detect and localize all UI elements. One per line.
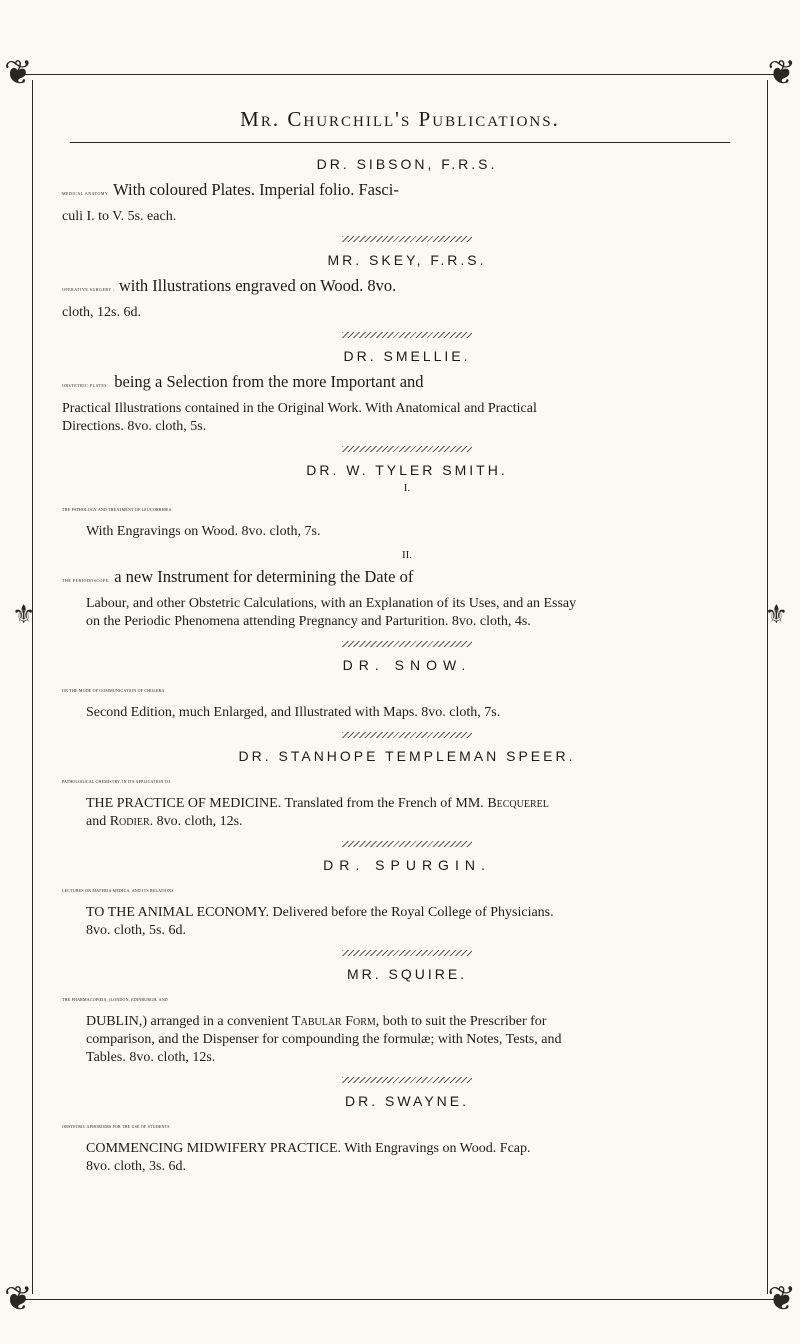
author-name: DR. SMELLIE. [343,348,471,364]
book-title: MEDICAL ANATOMY. [62,191,110,196]
book-details: COMMENCING MIDWIFERY PRACTICE. With Engravings on Wood. Fcap. [86,1141,531,1156]
bottom-border-rule [22,1299,778,1300]
corner-ornament-icon: ❦ [767,1279,796,1319]
top-border-rule [22,74,778,75]
details-text: both to suit the Prescriber for [379,1014,547,1029]
book-title-line [62,368,752,400]
book-description: being a Selection from the more Important and [110,372,424,391]
book-details: Tables. 8vo. cloth, 12s. [86,1050,216,1065]
list-item [62,252,752,322]
book-details: Directions. 8vo. cloth, 5s. [62,419,207,434]
book-title: OBSTETRIC PLATES : [62,383,111,388]
author-name: DR. SIBSON, F.R.S. [316,156,498,172]
side-ornament-icon: ⚜ [764,600,788,630]
book-details: comparison, and the Dispenser for compounding the formulæ; with Notes, Tests, and [86,1032,562,1047]
running-head: Mr. Churchill's Publications. [240,107,560,131]
book-title: THE PERIODOSCOPE, [62,578,111,583]
book-details: 8vo. cloth, 5s. 6d. [86,923,186,938]
book-title-line [62,272,752,304]
book-details: Second Edition, much Enlarged, and Illustrated with Maps. 8vo. cloth, 7s. [86,705,501,720]
list-item [62,966,752,1067]
header-rule [70,142,730,143]
list-item [62,857,752,940]
details-text: THE PRACTICE OF MEDICINE. Translated from the French of MM. [86,796,488,811]
author-name: DR. STANHOPE TEMPLEMAN SPEER. [238,748,576,764]
corner-ornament-icon: ❦ [767,53,796,93]
book-details [62,795,752,813]
book-title: OPERATIVE SURGERY ; [62,287,115,292]
left-border-rule [32,80,33,1294]
author-name: MR. SQUIRE. [346,966,468,982]
wavy-divider [342,732,472,738]
list-item [62,1093,752,1176]
book-description: a new Instrument for determining the Date of [110,567,414,586]
wavy-divider [342,332,472,338]
translator-names: Rodier. [109,814,154,829]
book-details: on the Periodic Phenomena attending Pregnancy and Parturition. 8vo. cloth, 4s. [86,614,531,629]
list-item [62,348,752,436]
side-ornament-icon: ⚜ [12,600,36,630]
author-name: MR. SKEY, F.R.S. [327,252,487,268]
book-title: OBSTETRIC APHORISMS FOR THE USE OF STUDENTS [62,1124,170,1129]
details-text: DUBLIN,) arranged in a convenient [86,1014,293,1029]
book-description: with Illustrations engraved on Wood. 8vo. [114,276,397,295]
book-description: With coloured Plates. Imperial folio. Fasci- [109,180,399,199]
wavy-divider [342,950,472,956]
author-name: DR. SNOW. [342,657,472,673]
translator-names: Becquerel [487,796,549,811]
wavy-divider [342,1077,472,1083]
book-details: Labour, and other Obstetric Calculations, with an Explanation of its Uses, and an Essay [86,596,577,611]
wavy-divider [342,236,472,242]
author-name: DR. W. TYLER SMITH. [306,462,508,478]
corner-ornament-icon: ❦ [4,1279,33,1319]
book-title: ON THE MODE OF COMMUNICATION OF CHOLERA. [62,688,166,693]
author-name: DR. SWAYNE. [344,1093,469,1109]
details-text: and [86,814,110,829]
book-details: Practical Illustrations contained in the Original Work. With Anatomical and Practical [62,401,537,416]
right-border-rule [767,80,768,1294]
book-title: PATHOLOGICAL CHEMISTRY, IN ITS APPLICATION TO [62,779,171,784]
list-item [62,156,752,226]
book-title: THE PATHOLOGY AND TREATMENT OF LEUCORRHŒA. [62,507,173,512]
book-title: LECTURES ON MATERIA MEDICA, AND ITS RELATIONS [62,888,174,893]
format-name: Tabular Form, [292,1014,380,1029]
book-details [62,1013,752,1031]
book-details: TO THE ANIMAL ECONOMY. Delivered before the Royal College of Physicians. [86,905,554,920]
book-title-line [62,563,752,595]
details-text: 8vo. cloth, 12s. [153,814,243,829]
list-item [62,462,752,631]
wavy-divider [342,641,472,647]
book-details: cloth, 12s. 6d. [62,305,141,320]
book-details: With Engravings on Wood. 8vo. cloth, 7s. [86,524,321,539]
list-item [62,748,752,831]
book-title-line [62,176,752,208]
volume-numeral: II. [401,549,413,561]
list-item [62,657,752,722]
book-title: THE PHARMACOPŒIA, (LONDON, EDINBURGH, AND [62,997,168,1002]
wavy-divider [342,841,472,847]
volume-numeral: I. [403,482,411,494]
book-details: culi I. to V. 5s. each. [62,209,177,224]
book-details [62,813,752,831]
corner-ornament-icon: ❦ [4,53,33,93]
wavy-divider [342,446,472,452]
book-details: 8vo. cloth, 3s. 6d. [86,1159,186,1174]
author-name: DR. SPURGIN. [323,857,491,873]
publication-list [62,150,752,1176]
